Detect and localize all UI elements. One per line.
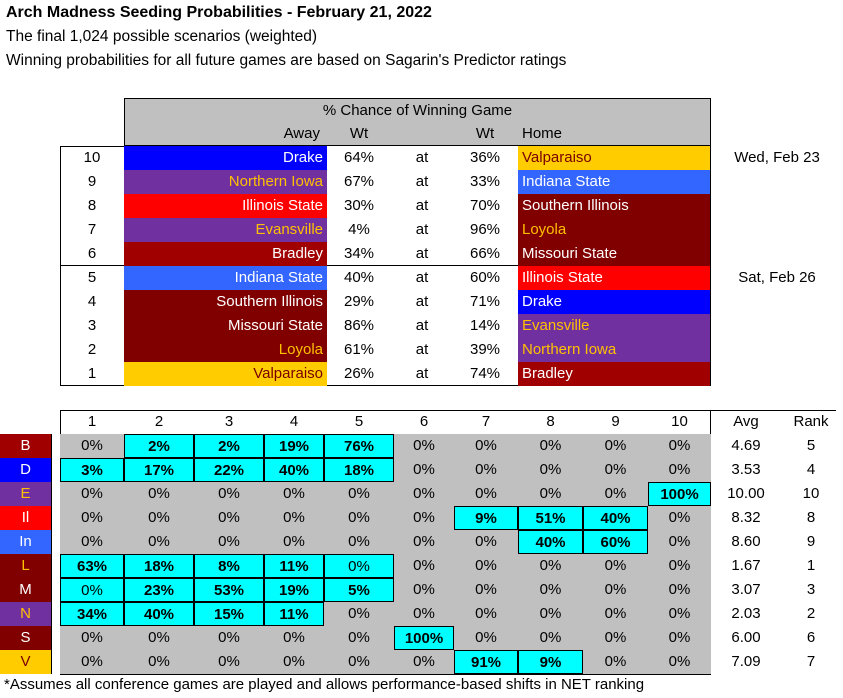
away-team: Bradley bbox=[124, 242, 327, 266]
seed-prob-cell: 0% bbox=[413, 437, 435, 454]
team-abbrev: V bbox=[0, 650, 52, 674]
avg-value: 2.03 bbox=[731, 605, 761, 622]
avg-value: 1.67 bbox=[731, 557, 761, 574]
home-weight: 96% bbox=[469, 221, 501, 238]
col-home-wt-label: Wt bbox=[475, 125, 495, 142]
away-team: Northern Iowa bbox=[124, 170, 327, 194]
rank-value: 6 bbox=[806, 629, 816, 646]
away-team: Valparaiso bbox=[124, 362, 327, 386]
seed-prob-cell: 0% bbox=[539, 581, 562, 598]
game-number: 2 bbox=[87, 341, 97, 358]
avg-value: 8.60 bbox=[731, 533, 761, 550]
avg-value: 3.07 bbox=[731, 581, 761, 598]
away-weight: 4% bbox=[348, 221, 370, 238]
seed-prob-cell: 22% bbox=[194, 458, 264, 482]
seed-prob-cell: 0% bbox=[604, 653, 627, 670]
avg-value: 7.09 bbox=[731, 653, 761, 670]
rank-value: 9 bbox=[806, 533, 816, 550]
seed-prob-cell: 0% bbox=[668, 461, 691, 478]
rank-value: 1 bbox=[806, 557, 816, 574]
seed-prob-cell: 0% bbox=[413, 557, 435, 574]
home-team: Northern Iowa bbox=[518, 338, 710, 362]
avg-value: 8.32 bbox=[731, 509, 761, 526]
home-team: Valparaiso bbox=[518, 146, 710, 170]
seed-prob-cell: 11% bbox=[264, 602, 324, 626]
game-number: 6 bbox=[87, 245, 97, 262]
game-number: 10 bbox=[83, 149, 101, 166]
seed-prob-cell: 0% bbox=[604, 605, 627, 622]
seed-header: 10 bbox=[671, 413, 688, 430]
seed-prob-cell: 0% bbox=[413, 461, 435, 478]
game-number: 8 bbox=[87, 197, 97, 214]
seed-prob-cell: 0% bbox=[668, 605, 691, 622]
seed-prob-cell: 8% bbox=[194, 554, 264, 578]
seed-prob-cell: 0% bbox=[218, 485, 240, 502]
away-weight: 30% bbox=[343, 197, 375, 214]
home-weight: 70% bbox=[469, 197, 501, 214]
away-weight: 40% bbox=[343, 269, 375, 286]
games-right-frame bbox=[710, 146, 711, 386]
seed-prob-cell: 0% bbox=[475, 557, 497, 574]
seed-prob-cell: 0% bbox=[413, 653, 435, 670]
subtitle-method: Winning probabilities for all future games are based on Sagarin's Predictor ratings bbox=[6, 52, 567, 69]
at-label: at bbox=[415, 365, 429, 382]
away-weight: 86% bbox=[343, 317, 375, 334]
home-team: Evansville bbox=[518, 314, 710, 338]
home-weight: 33% bbox=[469, 173, 501, 190]
seed-prob-cell: 0% bbox=[348, 629, 370, 646]
game-number: 1 bbox=[87, 365, 97, 382]
seed-prob-cell: 53% bbox=[194, 578, 264, 602]
team-abbrev: N bbox=[0, 602, 52, 626]
seed-prob-cell: 63% bbox=[60, 554, 124, 578]
team-abbrev: L bbox=[0, 554, 52, 578]
seed-prob-cell: 0% bbox=[604, 461, 627, 478]
seed-prob-cell: 0% bbox=[348, 533, 370, 550]
seed-prob-cell: 11% bbox=[264, 554, 324, 578]
away-weight: 26% bbox=[343, 365, 375, 382]
rank-value: 3 bbox=[806, 581, 816, 598]
seed-prob-cell: 0% bbox=[475, 437, 497, 454]
seed-prob-cell: 0% bbox=[218, 533, 240, 550]
away-weight: 67% bbox=[343, 173, 375, 190]
away-team: Indiana State bbox=[124, 266, 327, 290]
seed-prob-cell: 0% bbox=[81, 629, 103, 646]
seed-prob-cell: 0% bbox=[148, 485, 170, 502]
home-team: Bradley bbox=[518, 362, 710, 386]
seed-prob-cell: 0% bbox=[81, 533, 103, 550]
date-sat: Sat, Feb 26 bbox=[738, 269, 816, 286]
home-weight: 14% bbox=[469, 317, 501, 334]
seed-prob-cell: 0% bbox=[148, 629, 170, 646]
rank-header: Rank bbox=[793, 413, 829, 430]
team-abbrev: Il bbox=[0, 506, 52, 530]
seed-header: 3 bbox=[224, 413, 234, 430]
rank-value: 10 bbox=[802, 485, 820, 502]
home-weight: 36% bbox=[469, 149, 501, 166]
seed-prob-cell: 0% bbox=[413, 533, 435, 550]
seed-prob-cell: 0% bbox=[475, 533, 497, 550]
seed-prob-cell: 0% bbox=[81, 653, 103, 670]
seed-prob-cell: 0% bbox=[668, 629, 691, 646]
seed-header: 6 bbox=[419, 413, 429, 430]
seed-prob-cell: 0% bbox=[283, 629, 305, 646]
seed-prob-cell: 23% bbox=[124, 578, 194, 602]
col-home-label: Home bbox=[522, 125, 563, 142]
seed-prob-cell: 40% bbox=[124, 602, 194, 626]
game-number: 9 bbox=[87, 173, 97, 190]
team-abbrev: In bbox=[0, 530, 52, 554]
home-team: Indiana State bbox=[518, 170, 710, 194]
seed-prob-cell: 17% bbox=[124, 458, 194, 482]
at-label: at bbox=[415, 269, 429, 286]
game-number: 5 bbox=[87, 269, 97, 286]
seed-prob-cell: 0% bbox=[475, 581, 497, 598]
seed-prob-cell: 91% bbox=[454, 650, 518, 674]
page-title: Arch Madness Seeding Probabilities - February 21, 2022 bbox=[6, 4, 432, 21]
seed-prob-cell: 2% bbox=[124, 434, 194, 458]
seed-prob-cell: 0% bbox=[668, 533, 691, 550]
at-label: at bbox=[415, 293, 429, 310]
seed-prob-cell: 0% bbox=[283, 533, 305, 550]
avg-header: Avg bbox=[733, 413, 759, 430]
away-team: Southern Illinois bbox=[124, 290, 327, 314]
away-weight: 29% bbox=[343, 293, 375, 310]
seed-prob-cell: 100% bbox=[648, 482, 711, 506]
team-abbrev: B bbox=[0, 434, 52, 458]
seed-prob-cell: 40% bbox=[264, 458, 324, 482]
away-weight: 34% bbox=[343, 245, 375, 262]
col-away-wt-label: Wt bbox=[349, 125, 369, 142]
seed-prob-cell: 0% bbox=[148, 533, 170, 550]
game-number: 7 bbox=[87, 221, 97, 238]
seed-prob-cell: 100% bbox=[394, 626, 454, 650]
away-weight: 64% bbox=[343, 149, 375, 166]
seed-prob-cell: 0% bbox=[413, 605, 435, 622]
seed-prob-cell: 0% bbox=[668, 437, 691, 454]
away-team: Loyola bbox=[124, 338, 327, 362]
seed-prob-cell: 0% bbox=[604, 485, 627, 502]
home-team: Loyola bbox=[518, 218, 710, 242]
seed-prob-cell: 18% bbox=[324, 458, 394, 482]
seed-prob-cell: 0% bbox=[283, 509, 305, 526]
seed-prob-cell: 0% bbox=[348, 653, 370, 670]
at-label: at bbox=[415, 341, 429, 358]
seed-prob-cell: 60% bbox=[583, 530, 648, 554]
seed-prob-cell: 5% bbox=[324, 578, 394, 602]
seed-prob-cell: 18% bbox=[124, 554, 194, 578]
away-team: Drake bbox=[124, 146, 327, 170]
game-number: 3 bbox=[87, 317, 97, 334]
seed-prob-cell: 0% bbox=[218, 509, 240, 526]
avg-value: 3.53 bbox=[731, 461, 761, 478]
seed-prob-cell: 0% bbox=[539, 605, 562, 622]
col-away-label: Away bbox=[283, 125, 320, 142]
seed-header: 1 bbox=[87, 413, 97, 430]
seed-prob-cell: 0% bbox=[539, 461, 562, 478]
seed-prob-cell: 0% bbox=[539, 485, 562, 502]
seed-prob-cell: 51% bbox=[518, 506, 583, 530]
seed-prob-cell: 0% bbox=[218, 629, 240, 646]
seed-header: 8 bbox=[546, 413, 555, 430]
avg-value: 4.69 bbox=[731, 437, 761, 454]
seed-header: 7 bbox=[481, 413, 491, 430]
seed-prob-cell: 0% bbox=[539, 557, 562, 574]
away-weight: 61% bbox=[343, 341, 375, 358]
date-wed: Wed, Feb 23 bbox=[734, 149, 820, 166]
seed-prob-cell: 0% bbox=[475, 485, 497, 502]
seed-prob-cell: 0% bbox=[604, 557, 627, 574]
seed-prob-cell: 0% bbox=[218, 653, 240, 670]
rank-value: 8 bbox=[806, 509, 816, 526]
seed-prob-cell: 0% bbox=[668, 653, 691, 670]
game-number: 4 bbox=[87, 293, 97, 310]
seed-header: 9 bbox=[611, 413, 620, 430]
seed-prob-cell: 0% bbox=[475, 461, 497, 478]
seed-prob-cell: 0% bbox=[668, 509, 691, 526]
rank-value: 2 bbox=[806, 605, 816, 622]
seed-prob-cell: 40% bbox=[518, 530, 583, 554]
seed-prob-cell: 0% bbox=[348, 485, 370, 502]
seed-prob-cell: 0% bbox=[413, 509, 435, 526]
avg-value: 10.00 bbox=[727, 485, 765, 502]
games-table-header: % Chance of Winning Game bbox=[124, 98, 711, 122]
home-team: Drake bbox=[518, 290, 710, 314]
rank-value: 7 bbox=[806, 653, 816, 670]
seed-prob-cell: 34% bbox=[60, 602, 124, 626]
seed-prob-cell: 0% bbox=[348, 605, 370, 622]
team-abbrev: D bbox=[0, 458, 52, 482]
away-team: Illinois State bbox=[124, 194, 327, 218]
at-label: at bbox=[415, 149, 429, 166]
seed-prob-cell: 0% bbox=[539, 437, 562, 454]
seed-prob-cell: 0% bbox=[413, 485, 435, 502]
seed-prob-cell: 0% bbox=[539, 629, 562, 646]
seed-header: 2 bbox=[154, 413, 164, 430]
home-weight: 74% bbox=[469, 365, 501, 382]
seed-header: 4 bbox=[289, 413, 299, 430]
seed-prob-cell: 0% bbox=[148, 509, 170, 526]
seed-prob-cell: 0% bbox=[668, 557, 691, 574]
at-label: at bbox=[415, 173, 429, 190]
seed-prob-cell: 0% bbox=[60, 578, 124, 602]
seed-prob-cell: 0% bbox=[81, 485, 103, 502]
seed-prob-cell: 40% bbox=[583, 506, 648, 530]
seed-prob-cell: 0% bbox=[475, 629, 497, 646]
seed-prob-cell: 19% bbox=[264, 434, 324, 458]
seed-prob-cell: 9% bbox=[454, 506, 518, 530]
seed-prob-cell: 0% bbox=[475, 605, 497, 622]
away-team: Missouri State bbox=[124, 314, 327, 338]
seed-prob-cell: 0% bbox=[604, 629, 627, 646]
rank-value: 5 bbox=[806, 437, 816, 454]
home-team: Southern Illinois bbox=[518, 194, 710, 218]
seed-prob-cell: 3% bbox=[60, 458, 124, 482]
footnote: *Assumes all conference games are played and allows performance-based shifts in NET ranking bbox=[4, 676, 645, 693]
rank-value: 4 bbox=[806, 461, 816, 478]
team-abbrev: M bbox=[0, 578, 52, 602]
team-abbrev: S bbox=[0, 626, 52, 650]
seed-prob-cell: 0% bbox=[604, 581, 627, 598]
seed-prob-cell: 0% bbox=[148, 653, 170, 670]
seed-prob-cell: 9% bbox=[518, 650, 583, 674]
team-abbrev: E bbox=[0, 482, 52, 506]
home-weight: 66% bbox=[469, 245, 501, 262]
seed-header: 5 bbox=[354, 413, 364, 430]
seed-prob-cell: 0% bbox=[283, 653, 305, 670]
home-team: Illinois State bbox=[518, 266, 710, 290]
seed-prob-cell: 0% bbox=[81, 437, 103, 454]
seed-prob-cell: 19% bbox=[264, 578, 324, 602]
away-team: Evansville bbox=[124, 218, 327, 242]
at-label: at bbox=[415, 221, 429, 238]
seed-prob-cell: 0% bbox=[283, 485, 305, 502]
home-weight: 39% bbox=[469, 341, 501, 358]
home-weight: 60% bbox=[469, 269, 501, 286]
at-label: at bbox=[415, 245, 429, 262]
seed-prob-cell: 2% bbox=[194, 434, 264, 458]
at-label: at bbox=[415, 317, 429, 334]
at-label: at bbox=[415, 197, 429, 214]
avg-value: 6.00 bbox=[731, 629, 761, 646]
home-weight: 71% bbox=[469, 293, 501, 310]
home-team: Missouri State bbox=[518, 242, 710, 266]
seed-prob-cell: 0% bbox=[413, 581, 435, 598]
seed-prob-cell: 0% bbox=[324, 554, 394, 578]
seed-prob-cell: 15% bbox=[194, 602, 264, 626]
seed-prob-cell: 0% bbox=[81, 509, 103, 526]
seed-prob-cell: 76% bbox=[324, 434, 394, 458]
seed-prob-cell: 0% bbox=[348, 509, 370, 526]
seed-prob-cell: 0% bbox=[604, 437, 627, 454]
subtitle-scenarios: The final 1,024 possible scenarios (weighted) bbox=[6, 28, 318, 45]
seed-prob-cell: 0% bbox=[668, 581, 691, 598]
